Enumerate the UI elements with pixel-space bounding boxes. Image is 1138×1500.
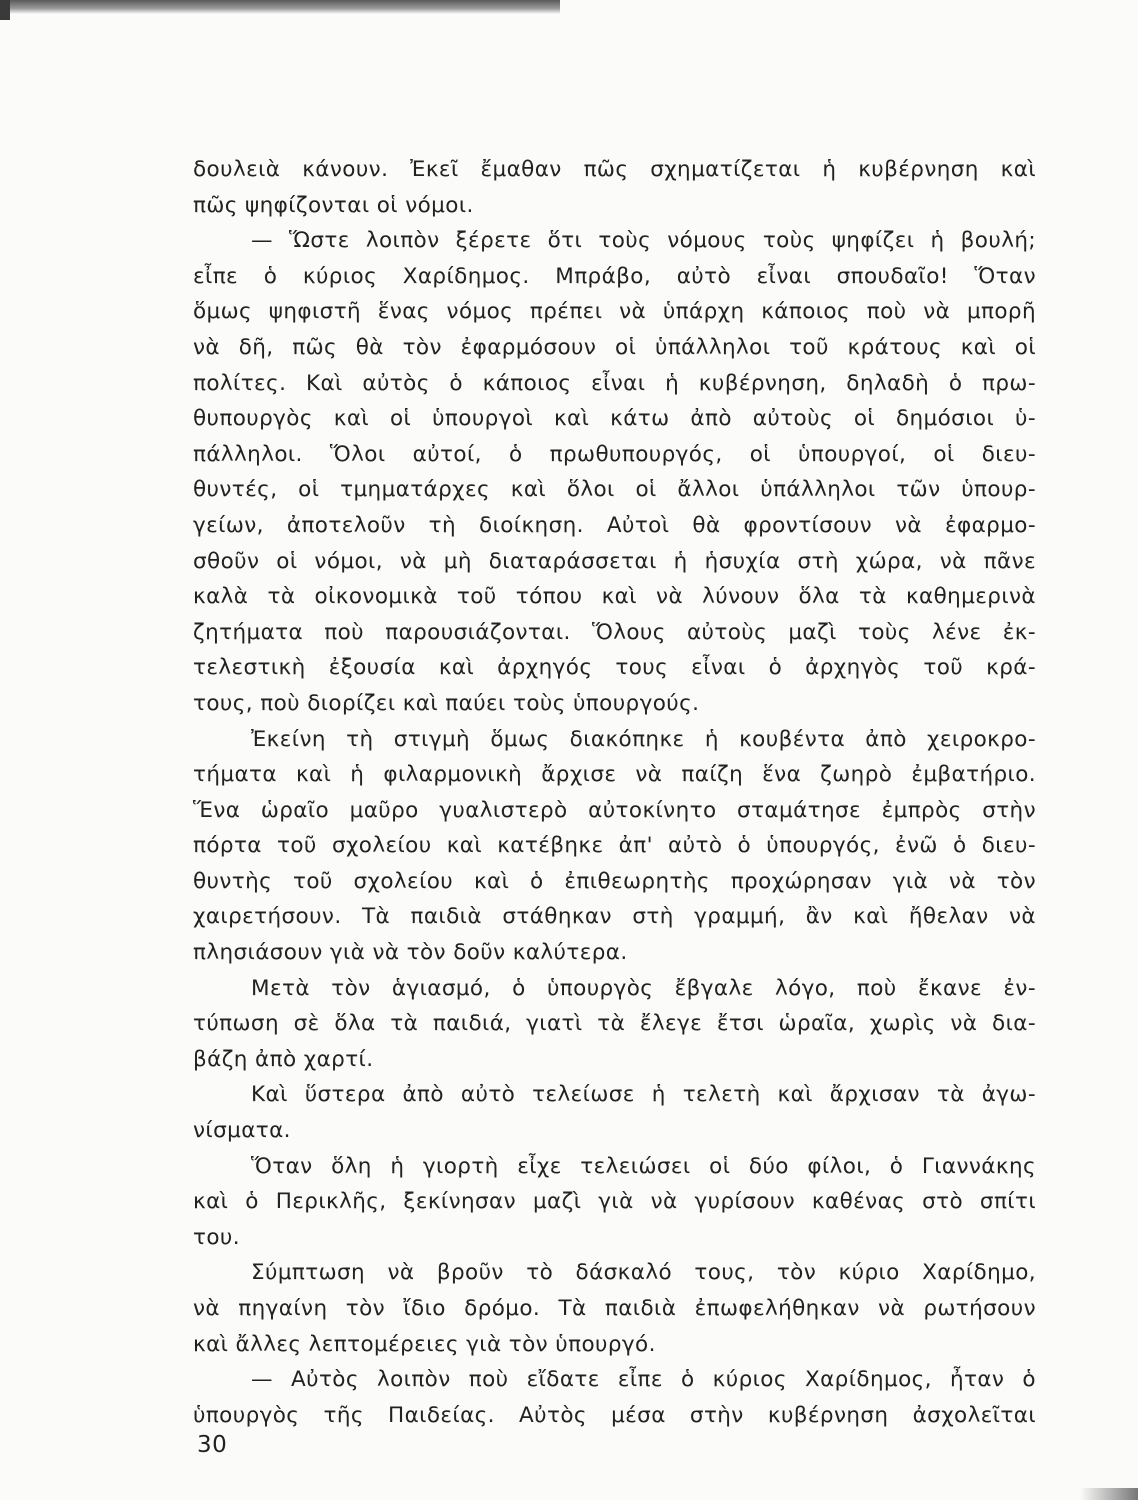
text-line: ὅμως ψηφιστῆ ἕνας νόμος πρέπει νὰ ὑπάρχη κάποιος ποὺ νὰ μπορῆ bbox=[193, 299, 1036, 325]
text-line: Ἐκείνη τὴ στιγμὴ ὅμως διακόπηκε ἡ κουβέντα ἀπὸ χειροκρο- bbox=[251, 726, 1036, 752]
text-line: τύπωση σὲ ὅλα τὰ παιδιά, γιατὶ τὰ ἔλεγε ἔτσι ὡραῖα, χωρὶς νὰ δια- bbox=[193, 1011, 1036, 1037]
text-line: σθοῦν οἱ νόμοι, νὰ μὴ διαταράσσεται ἡ ἡσυχία στὴ χώρα, νὰ πᾶνε bbox=[193, 548, 1036, 574]
text-line: νὰ πηγαίνη τὸν ἴδιο δρόμο. Τὰ παιδιὰ ἐπωφελήθηκαν νὰ ρωτήσουν bbox=[193, 1296, 1036, 1321]
text-line: Ἕνα ὡραῖο μαῦρο γυαλιστερὸ αὐτοκίνητο σταμάτησε ἐμπρὸς στὴν bbox=[193, 797, 1036, 823]
text-line: εἶπε ὁ κύριος Χαρίδημος. Μπράβο, αὐτὸ εἶναι σπουδαῖο! Ὅταν bbox=[193, 263, 1036, 289]
text-line: πάλληλοι. Ὅλοι αὐτοί, ὁ πρωθυπουργός, οἱ ὑπουργοί, οἱ διευ- bbox=[193, 441, 1036, 467]
text-line: τήματα καὶ ἡ φιλαρμονικὴ ἄρχισε νὰ παίζη ἕνα ζωηρὸ ἐμβατήριο. bbox=[193, 762, 1036, 788]
text-line: τους, ποὺ διορίζει καὶ παύει τοὺς ὑπουργούς. bbox=[193, 690, 700, 716]
text-line: του. bbox=[193, 1224, 240, 1250]
text-line: θυπουργὸς καὶ οἱ ὑπουργοὶ καὶ κάτω ἀπὸ αὐτοὺς οἱ δημόσιοι ὑ- bbox=[193, 406, 1036, 432]
text-line: βάζη ἀπὸ χαρτί. bbox=[193, 1046, 374, 1072]
text-line: νίσματα. bbox=[193, 1118, 291, 1144]
text-line: Μετὰ τὸν ἁγιασμό, ὁ ὑπουργὸς ἔβγαλε λόγο, ποὺ ἔκανε ἐν- bbox=[251, 975, 1036, 1001]
text-line: — Ὥστε λοιπὸν ξέρετε ὅτι τοὺς νόμους τοὺς ψηφίζει ἡ βουλή; bbox=[251, 228, 1036, 254]
scan-corner-shadow bbox=[0, 0, 10, 20]
scan-edge-shadow bbox=[0, 0, 560, 14]
text-line: ζητήματα ποὺ παρουσιάζονται. Ὅλους αὐτοὺς μαζὶ τοὺς λένε ἐκ- bbox=[193, 619, 1036, 645]
text-line: καλὰ τὰ οἰκονομικὰ τοῦ τόπου καὶ νὰ λύνουν ὅλα τὰ καθημερινὰ bbox=[193, 584, 1036, 610]
text-line: Καὶ ὕστερα ἀπὸ αὐτὸ τελείωσε ἡ τελετὴ καὶ ἄρχισαν τὰ ἀγω- bbox=[251, 1082, 1036, 1108]
text-line: Ὅταν ὅλη ἡ γιορτὴ εἶχε τελειώσει οἱ δύο φίλοι, ὁ Γιαννάκης bbox=[251, 1153, 1036, 1179]
scan-corner-shadow-bottom bbox=[1080, 1488, 1138, 1500]
text-line: θυντές, οἱ τμηματάρχες καὶ ὅλοι οἱ ἄλλοι ὑπάλληλοι τῶν ὑπουρ- bbox=[193, 477, 1036, 503]
text-line: Σύμπτωση νὰ βροῦν τὸ δάσκαλό τους, τὸν κύριο Χαρίδημο, bbox=[251, 1260, 1036, 1286]
text-line: καὶ ἄλλες λεπτομέρειες γιὰ τὸν ὑπουργό. bbox=[193, 1331, 656, 1357]
text-line: νὰ δῆ, πῶς θὰ τὸν ἐφαρμόσουν οἱ ὑπάλληλοι τοῦ κράτους καὶ οἱ bbox=[193, 334, 1036, 360]
text-line: δουλειὰ κάνουν. Ἐκεῖ ἔμαθαν πῶς σχηματίζεται ἡ κυβέρνηση καὶ bbox=[193, 157, 1036, 182]
text-line: γείων, ἀποτελοῦν τὴ διοίκηση. Αὐτοὶ θὰ φροντίσουν νὰ ἐφαρμο- bbox=[193, 512, 1036, 538]
text-line: ὑπουργὸς τῆς Παιδείας. Αὐτὸς μέσα στὴν κυβέρνηση ἀσχολεῖται bbox=[193, 1402, 1036, 1428]
text-line: χαιρετήσουν. Τὰ παιδιὰ στάθηκαν στὴ γραμμή, ἂν καὶ ἤθελαν νὰ bbox=[193, 904, 1036, 930]
text-line: θυντὴς τοῦ σχολείου καὶ ὁ ἐπιθεωρητὴς προχώρησαν γιὰ νὰ τὸν bbox=[193, 868, 1036, 894]
page-number: 30 bbox=[197, 1432, 228, 1458]
text-line: τελεστικὴ ἐξουσία καὶ ἀρχηγός τους εἶναι ὁ ἀρχηγὸς τοῦ κρά- bbox=[193, 655, 1036, 681]
text-line: πῶς ψηφίζονται οἱ νόμοι. bbox=[193, 192, 474, 218]
text-line: πλησιάσουν γιὰ νὰ τὸν δοῦν καλύτερα. bbox=[193, 940, 628, 966]
text-line: — Αὐτὸς λοιπὸν ποὺ εἴδατε εἶπε ὁ κύριος Χαρίδημος, ἦταν ὁ bbox=[251, 1367, 1036, 1393]
text-line: καὶ ὁ Περικλῆς, ξεκίνησαν μαζὶ γιὰ νὰ γυρίσουν καθένας στὸ σπίτι bbox=[193, 1189, 1036, 1215]
text-line: πόρτα τοῦ σχολείου καὶ κατέβηκε ἀπ' αὐτὸ ὁ ὑπουργός, ἐνῶ ὁ διευ- bbox=[193, 833, 1036, 859]
page-body-text bbox=[193, 152, 1036, 1433]
text-line: πολίτες. Καὶ αὐτὸς ὁ κάποιος εἶναι ἡ κυβέρνηση, δηλαδὴ ὁ πρω- bbox=[193, 370, 1036, 396]
